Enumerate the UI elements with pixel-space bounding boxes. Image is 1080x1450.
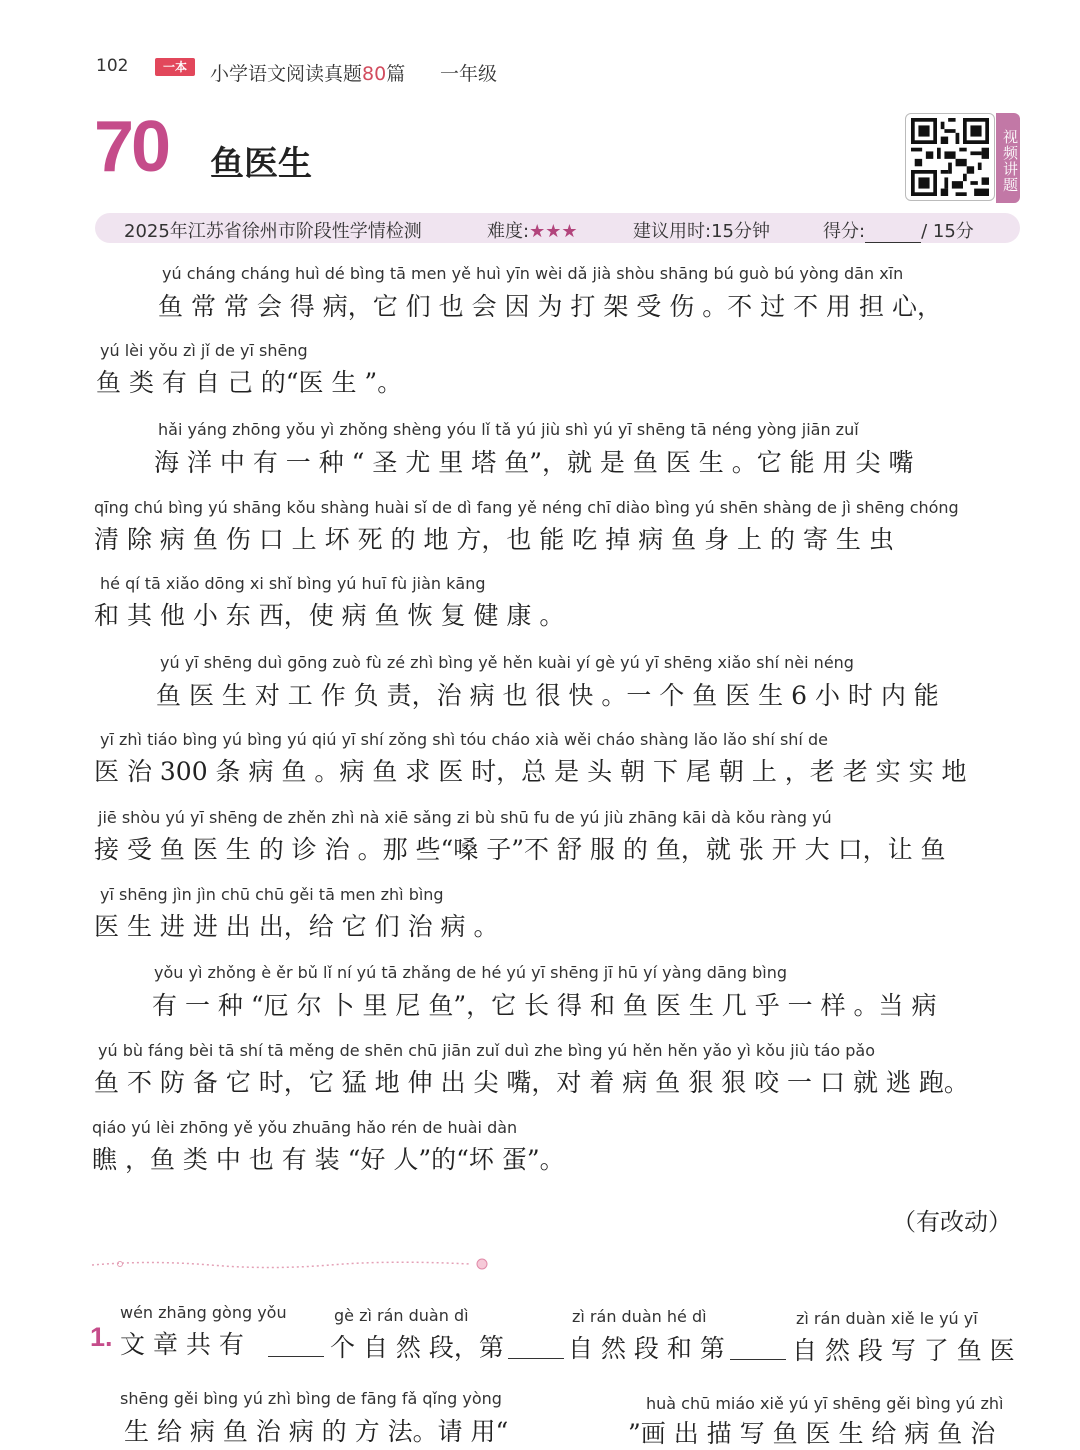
lesson-number: 70: [94, 107, 169, 187]
question-text: 生 给 病 鱼 治 病 的 方 法。请 用“: [124, 1417, 509, 1446]
question-text: 个 自 然 段，第: [330, 1333, 504, 1362]
pinyin-line: shēng gěi bìng yú zhì bìng de fāng fǎ qǐng yòng: [120, 1389, 502, 1408]
passage-line: 瞧 ，鱼 类 中 也 有 装 “好 人”的“坏 蛋”。: [92, 1145, 565, 1174]
score-total: / 15分: [921, 221, 974, 242]
pinyin-line: qīng chú bìng yú shāng kǒu shàng huài sǐ de dì fang yě néng chī diào bìng yú shēn shàng de jì shēng chóng: [94, 498, 959, 517]
difficulty-label: 难度:: [487, 221, 530, 242]
answer-blank[interactable]: [508, 1334, 564, 1359]
book-title-suffix: 篇: [386, 63, 406, 85]
passage-line: 鱼 常 常 会 得 病，它 们 也 会 因 为 打 架 受 伤 。不 过 不 用 担 心，: [158, 292, 942, 321]
question-text: 文 章 共 有: [120, 1330, 244, 1359]
score-blank[interactable]: [865, 226, 921, 243]
pinyin-line: hé qí tā xiǎo dōng xi shǐ bìng yú huī fù jiàn kāng: [100, 574, 486, 593]
passage-line: 鱼 类 有 自 己 的“医 生 ”。: [96, 368, 403, 397]
passage-line: 和 其 他 小 东 西，使 病 鱼 恢 复 健 康 。: [94, 601, 565, 630]
pinyin-line: wén zhāng gòng yǒu: [120, 1303, 287, 1322]
passage-line: 医 治 300 条 病 鱼 。病 鱼 求 医 时，总 是 头 朝 下 尾 朝 上 ，老 老 实 实 地: [94, 757, 967, 786]
qr-code-graphic: [910, 118, 990, 196]
brand-logo: 一本: [155, 58, 195, 76]
pinyin-line: yī zhì tiáo bìng yú bìng yú qiú yī shí zǒng shì tóu cháo xià wěi cháo shàng lǎo lǎo shí shí de: [100, 730, 828, 749]
passage-line: 清 除 病 鱼 伤 口 上 坏 死 的 地 方，也 能 吃 掉 病 鱼 身 上 的 寄 生 虫: [94, 525, 894, 554]
question-text: ”画 出 描 写 鱼 医 生 给 病 鱼 治: [628, 1419, 996, 1448]
passage-line: 有 一 种 “厄 尔 卜 里 尼 鱼”，它 长 得 和 鱼 医 生 几 乎 一 样 。当 病: [152, 991, 937, 1020]
pinyin-line: jiē shòu yú yī shēng de zhěn zhì nà xiē sǎng zi bù shū fu de yú jiù zhāng kāi dà kǒu ràng yú: [98, 808, 832, 827]
passage-line: 鱼 医 生 对 工 作 负 责，治 病 也 很 快 。一 个 鱼 医 生 6 小 时 内 能: [156, 681, 939, 710]
book-title-prefix: 小学语文阅读真题: [210, 63, 363, 85]
pinyin-line: zì rán duàn xiě le yú yī: [796, 1309, 978, 1328]
pinyin-line: zì rán duàn hé dì: [572, 1307, 707, 1326]
question-text: 自 然 段 和 第: [568, 1334, 725, 1363]
pinyin-line: yú bù fáng bèi tā shí tā měng de shēn chū jiān zuǐ duì zhe bìng yú hěn hěn yǎo yì kǒu jiù táo pǎo: [98, 1041, 876, 1060]
video-explanation-tag[interactable]: 视频讲题: [996, 113, 1020, 203]
passage-line: 海 洋 中 有 一 种 “ 圣 尤 里 塔 鱼”，就 是 鱼 医 生 。它 能 用 尖 嘴: [154, 448, 914, 477]
pinyin-line: qiáo yú lèi zhōng yě yǒu zhuāng hǎo rén de huài dàn: [92, 1118, 518, 1137]
book-title: [210, 59, 405, 86]
suggested-time: 建议用时:15分钟: [633, 221, 770, 242]
pinyin-line: yú cháng cháng huì dé bìng tā men yě huì yīn wèi dǎ jià shòu shāng bú guò bú yòng dān xīn: [162, 264, 904, 283]
passage-line: 接 受 鱼 医 生 的 诊 治 。那 些“嗓 子”不 舒 服 的 鱼，就 张 开 大 口，让 鱼: [94, 835, 946, 864]
lesson-title: 鱼医生: [210, 144, 312, 184]
passage-line: 鱼 不 防 备 它 时，它 猛 地 伸 出 尖 嘴，对 着 病 鱼 狠 狠 咬 一 口 就 逃 跑。: [94, 1068, 969, 1097]
pinyin-line: yú lèi yǒu zì jǐ de yī shēng: [100, 341, 308, 360]
score-field: [823, 217, 974, 243]
book-title-number: 80: [362, 63, 387, 85]
decorative-divider: [90, 1258, 490, 1272]
source-note: （有改动）: [892, 1208, 1012, 1236]
question-number: 1.: [90, 1322, 113, 1352]
pinyin-line: hǎi yáng zhōng yǒu yì zhǒng shèng yóu lǐ tǎ yú jiù shì yú yī shēng tā néng yòng jiān zuǐ: [158, 420, 859, 439]
answer-blank[interactable]: [730, 1335, 786, 1360]
passage-line: 医 生 进 进 出 出，给 它 们 治 病 。: [94, 912, 499, 941]
pinyin-line: yú yī shēng duì gōng zuò fù zé zhì bìng yě hěn kuài yí gè yú yī shēng xiǎo shí nèi néng: [160, 653, 854, 672]
pinyin-line: gè zì rán duàn dì: [334, 1306, 469, 1325]
exam-source: 2025年江苏省徐州市阶段性学情检测: [124, 221, 422, 242]
question-text: 自 然 段 写 了 鱼 医: [792, 1336, 1015, 1365]
pinyin-line: yī shēng jìn jìn chū chū gěi tā men zhì bìng: [100, 885, 444, 904]
pinyin-line: yǒu yì zhǒng è ěr bǔ lǐ ní yú tā zhǎng de hé yú yī shēng jī hū yí yàng dāng bìng: [154, 963, 788, 982]
answer-blank[interactable]: [268, 1332, 324, 1357]
pinyin-line: huà chū miáo xiě yú yī shēng gěi bìng yú zhì: [646, 1394, 1004, 1413]
page-number: 102: [96, 56, 129, 76]
qr-code-icon[interactable]: [905, 113, 995, 201]
score-label: 得分:: [823, 221, 866, 242]
difficulty: [487, 217, 578, 243]
star-icon: ★★★: [529, 221, 578, 242]
grade-label: 一年级: [440, 63, 498, 85]
